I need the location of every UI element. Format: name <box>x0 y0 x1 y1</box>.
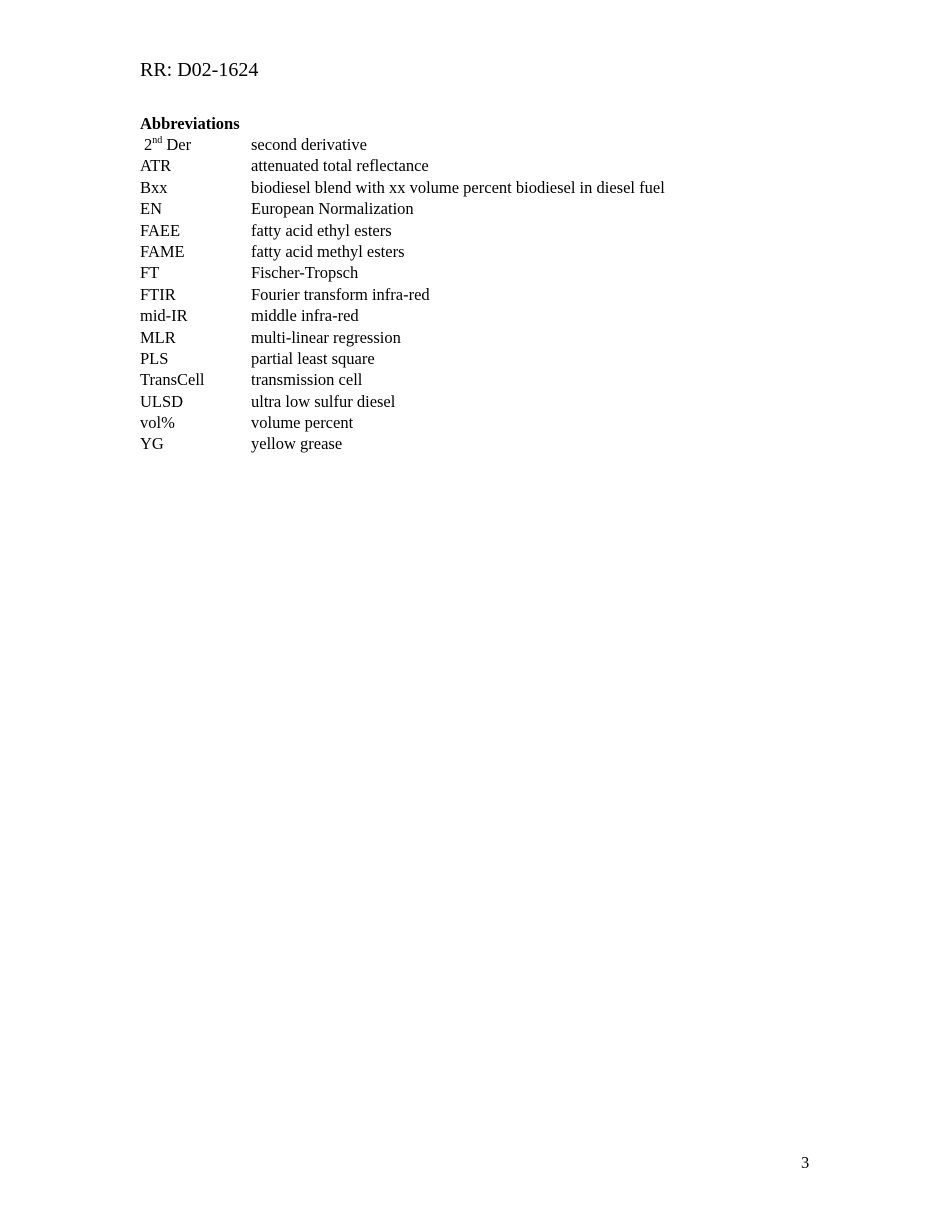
abbreviation-term: FAME <box>140 241 185 261</box>
abbreviation-term: Bxx <box>140 177 168 197</box>
abbreviation-definition: middle infra-red <box>251 306 359 326</box>
abbreviation-term: YG <box>140 434 164 454</box>
abbreviation-term: TransCell <box>140 370 205 390</box>
abbreviation-definition: attenuated total reflectance <box>251 156 429 176</box>
page-number: 3 <box>801 1153 810 1172</box>
abbreviation-definition: biodiesel blend with xx volume percent biodiesel in diesel fuel <box>251 177 665 197</box>
abbreviation-definition: fatty acid methyl esters <box>251 241 405 261</box>
abbreviation-term: EN <box>140 199 162 219</box>
abbreviation-definition: partial least square <box>251 348 375 368</box>
abbreviation-term: PLS <box>140 348 169 368</box>
abbreviations-title: Abbreviations <box>140 114 240 133</box>
abbreviation-definition: transmission cell <box>251 370 363 390</box>
abbreviation-term: mid-IR <box>140 306 188 326</box>
abbreviation-definition: volume percent <box>251 413 354 433</box>
abbreviation-definition: European Normalization <box>251 199 414 219</box>
report-id-header: RR: D02-1624 <box>140 59 259 81</box>
abbreviation-definition: multi-linear regression <box>251 327 401 347</box>
term-suffix: Der <box>162 135 192 154</box>
abbreviation-term: ULSD <box>140 391 184 411</box>
abbreviation-term: ATR <box>140 156 172 176</box>
abbreviation-definition: ultra low sulfur diesel <box>251 391 396 411</box>
abbreviation-definition: second derivative <box>251 135 367 154</box>
abbreviation-definition: fatty acid ethyl esters <box>251 220 392 240</box>
term-number: 2 <box>144 135 153 154</box>
abbreviation-term: FT <box>140 263 160 283</box>
abbreviation-definition: Fischer-Tropsch <box>251 263 359 283</box>
abbreviation-term: vol% <box>140 413 175 433</box>
term-superscript: nd <box>152 135 163 146</box>
abbreviation-term: FTIR <box>140 284 176 304</box>
abbreviation-term: MLR <box>140 327 176 347</box>
abbreviation-definition: yellow grease <box>251 434 343 454</box>
abbreviation-term: FAEE <box>140 220 181 240</box>
abbreviation-term <box>144 134 191 155</box>
abbreviation-definition: Fourier transform infra-red <box>251 284 430 304</box>
